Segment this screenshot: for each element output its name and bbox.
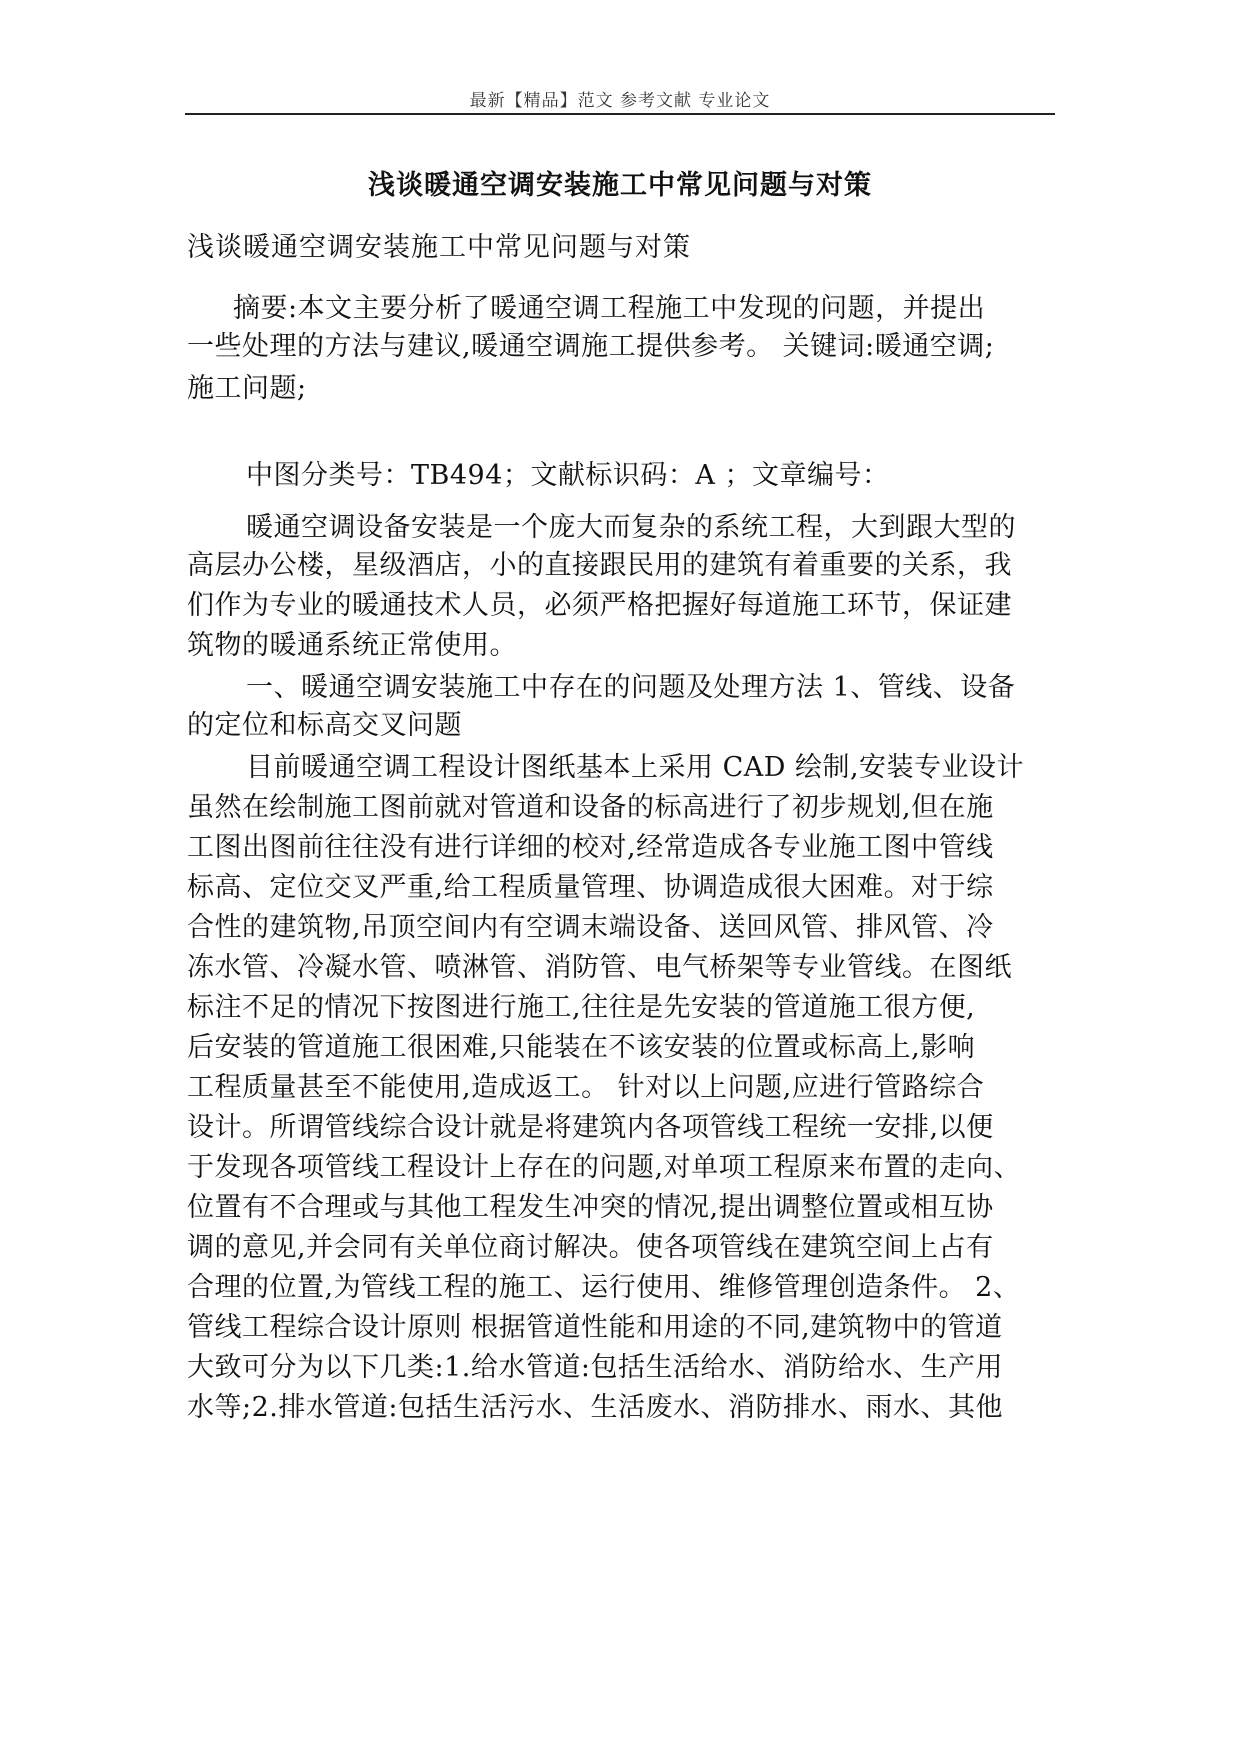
section-heading-line: 的定位和标高交叉问题	[187, 710, 462, 741]
abstract-line: 摘要:本文主要分析了暖通空调工程施工中发现的问题，并提出	[233, 293, 986, 324]
body-line: 设计。所谓管线综合设计就是将建筑内各项管线工程统一安排,以便	[187, 1112, 994, 1143]
body-line: 工程质量甚至不能使用,造成返工。 针对以上问题,应进行管路综合	[187, 1072, 985, 1103]
classification-line: 中图分类号：TB494；文献标识码：A ；文章编号：	[246, 460, 890, 491]
abstract-line: 一些处理的方法与建议,暖通空调施工提供参考。 关键词:暖通空调;	[187, 331, 995, 362]
running-header: 最新【精品】范文 参考文献 专业论文	[469, 91, 771, 111]
body-line: 位置有不合理或与其他工程发生冲突的情况,提出调整位置或相互协	[187, 1192, 994, 1223]
body-line: 暖通空调设备安装是一个庞大而复杂的系统工程，大到跟大型的	[246, 512, 1016, 543]
body-line: 冻水管、冷凝水管、喷淋管、消防管、电气桥架等专业管线。在图纸	[187, 952, 1012, 983]
body-line: 水等;2.排水管道:包括生活污水、生活废水、消防排水、雨水、其他	[187, 1392, 1003, 1423]
body-line: 工图出图前往往没有进行详细的校对,经常造成各专业施工图中管线	[187, 832, 994, 863]
body-line: 调的意见,并会同有关单位商讨解决。使各项管线在建筑空间上占有	[187, 1232, 994, 1263]
body-line: 虽然在绘制施工图前就对管道和设备的标高进行了初步规划,但在施	[187, 792, 994, 823]
body-line: 筑物的暖通系统正常使用。	[187, 630, 517, 661]
body-line: 后安装的管道施工很困难,只能装在不该安装的位置或标高上,影响	[187, 1032, 976, 1063]
body-line: 合性的建筑物,吊顶空间内有空调末端设备、送回风管、排风管、冷	[187, 912, 994, 943]
body-line: 于发现各项管线工程设计上存在的问题,对单项工程原来布置的走向、	[187, 1152, 1022, 1183]
body-line: 们作为专业的暖通技术人员，必须严格把握好每道施工环节，保证建	[187, 590, 1012, 621]
body-line: 高层办公楼，星级酒店，小的直接跟民用的建筑有着重要的关系，我	[187, 550, 1012, 581]
header-divider	[185, 113, 1055, 115]
body-line: 标注不足的情况下按图进行施工,往往是先安装的管道施工很方便,	[187, 992, 976, 1023]
body-line: 标高、定位交叉严重,给工程质量管理、协调造成很大困难。对于综	[187, 872, 994, 903]
document-title: 浅谈暖通空调安装施工中常见问题与对策	[368, 170, 872, 201]
body-line: 管线工程综合设计原则 根据管道性能和用途的不同,建筑物中的管道	[187, 1312, 1003, 1343]
body-line: 合理的位置,为管线工程的施工、运行使用、维修管理创造条件。 2、	[187, 1272, 1021, 1303]
section-heading-line: 一、暖通空调安装施工中存在的问题及处理方法 1、管线、设备	[246, 672, 1016, 703]
abstract-line: 施工问题;	[187, 373, 307, 404]
body-line: 目前暖通空调工程设计图纸基本上采用 CAD 绘制,安装专业设计	[246, 752, 1025, 783]
document-subtitle: 浅谈暖通空调安装施工中常见问题与对策	[187, 232, 691, 263]
body-line: 大致可分为以下几类:1.给水管道:包括生活给水、消防给水、生产用	[187, 1352, 1003, 1383]
